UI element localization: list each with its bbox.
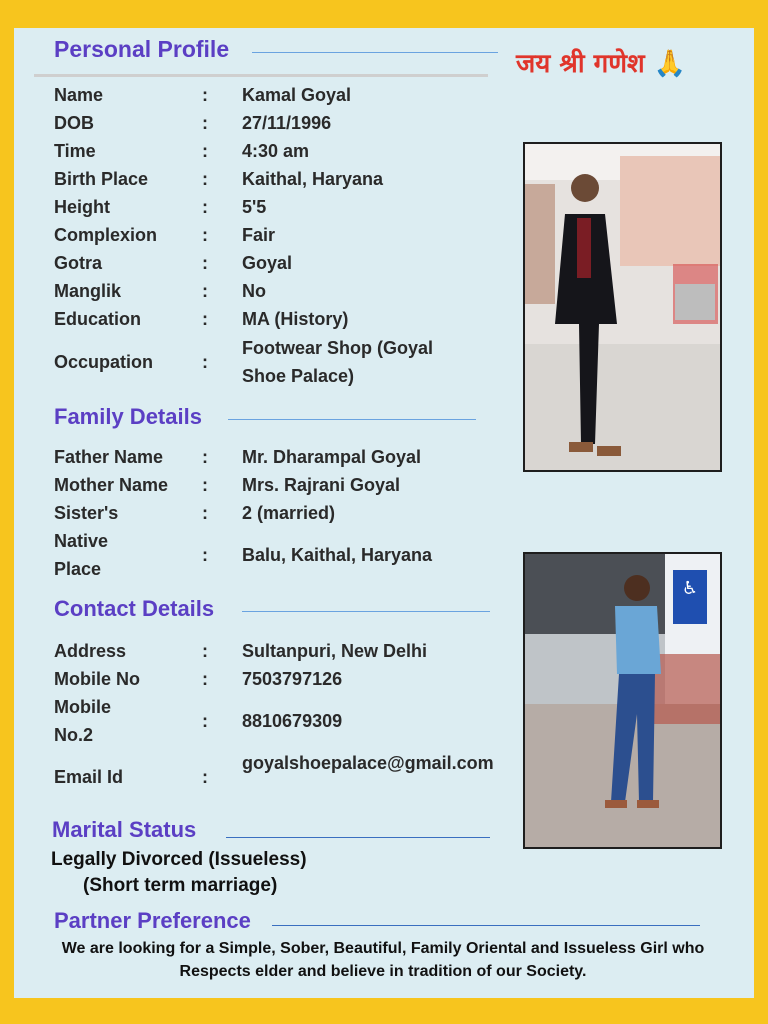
section-divider bbox=[272, 925, 700, 926]
detail-value: 5'5 bbox=[242, 197, 267, 217]
profile-photo-1 bbox=[523, 142, 722, 472]
biodata-sheet bbox=[14, 28, 754, 998]
detail-colon: : bbox=[202, 85, 208, 105]
section-title-contact-details: Contact Details bbox=[54, 596, 215, 621]
detail-value: 27/11/1996 bbox=[242, 113, 332, 133]
section-title-personal-profile: Personal Profile bbox=[54, 36, 230, 62]
section-divider bbox=[228, 419, 476, 420]
detail-value: Fair bbox=[242, 225, 276, 245]
marital-status-line-2: (Short term marriage) bbox=[83, 875, 278, 896]
detail-label: Mother Name bbox=[54, 475, 169, 495]
detail-value: Kamal Goyal bbox=[242, 85, 352, 105]
detail-value: Sultanpuri, New Delhi bbox=[242, 641, 428, 661]
detail-value: No bbox=[242, 281, 266, 301]
detail-colon: : bbox=[202, 503, 208, 523]
detail-label: Native Place bbox=[54, 531, 109, 579]
detail-row-mobile-2 bbox=[54, 693, 524, 749]
detail-colon: : bbox=[202, 225, 208, 245]
detail-label: Height bbox=[54, 197, 110, 217]
partner-preference-text: We are looking for a Simple, Sober, Beautiful, Family Oriental and Issueless Girl who Respects elder and believe in tradition of our Society. bbox=[61, 940, 705, 980]
detail-label: Manglik bbox=[54, 281, 122, 301]
detail-label: Mobile No bbox=[54, 669, 140, 689]
detail-label: Sister's bbox=[54, 503, 119, 523]
detail-colon: : bbox=[202, 141, 208, 161]
detail-colon: : bbox=[202, 352, 208, 372]
header-rule bbox=[34, 74, 488, 77]
detail-value: 2 (married) bbox=[242, 503, 336, 523]
detail-label: Father Name bbox=[54, 447, 164, 467]
detail-value: 8810679309 bbox=[242, 711, 343, 731]
detail-label: Birth Place bbox=[54, 169, 149, 189]
detail-colon: : bbox=[202, 767, 208, 787]
section-title-marital-status: Marital Status bbox=[52, 817, 197, 842]
detail-colon: : bbox=[202, 113, 208, 133]
marital-status-line-1: Legally Divorced (Issueless) bbox=[51, 849, 307, 870]
detail-colon: : bbox=[202, 641, 208, 661]
profile-photo-2-illustration bbox=[525, 554, 720, 847]
section-title-partner-preference: Partner Preference bbox=[54, 908, 251, 933]
detail-row-email bbox=[54, 749, 524, 805]
detail-row-native-place bbox=[54, 527, 524, 583]
detail-label: Gotra bbox=[54, 253, 103, 273]
detail-colon: : bbox=[202, 309, 208, 329]
detail-value: goyalshoepalace@gmail.com bbox=[242, 753, 494, 773]
section-divider bbox=[242, 611, 490, 612]
detail-label: Name bbox=[54, 85, 104, 105]
detail-value: MA (History) bbox=[242, 309, 349, 329]
detail-label: Occupation bbox=[54, 352, 154, 372]
detail-value: Kaithal, Haryana bbox=[242, 169, 384, 189]
detail-colon: : bbox=[202, 475, 208, 495]
detail-label: Email Id bbox=[54, 767, 124, 787]
detail-value: Goyal bbox=[242, 253, 293, 273]
detail-colon: : bbox=[202, 545, 208, 565]
detail-colon: : bbox=[202, 253, 208, 273]
detail-value: Mr. Dharampal Goyal bbox=[242, 447, 422, 467]
profile-photo-2 bbox=[523, 552, 722, 849]
detail-value: 4:30 am bbox=[242, 141, 310, 161]
detail-value: Footwear Shop (Goyal Shoe Palace) bbox=[242, 338, 434, 386]
blessing-text: जय श्री गणेश 🙏 bbox=[516, 49, 687, 79]
detail-value: 7503797126 bbox=[242, 669, 343, 689]
detail-value: Mrs. Rajrani Goyal bbox=[242, 475, 401, 495]
detail-colon: : bbox=[202, 197, 208, 217]
detail-label: Complexion bbox=[54, 225, 158, 245]
detail-colon: : bbox=[202, 711, 208, 731]
detail-label: Time bbox=[54, 141, 96, 161]
svg-text:♿: ♿ bbox=[681, 578, 699, 599]
detail-label: DOB bbox=[54, 113, 94, 133]
detail-label: Education bbox=[54, 309, 142, 329]
section-title-family-details: Family Details bbox=[54, 404, 202, 429]
detail-row-occupation bbox=[54, 334, 524, 390]
detail-colon: : bbox=[202, 169, 208, 189]
detail-value: Balu, Kaithal, Haryana bbox=[242, 545, 433, 565]
detail-colon: : bbox=[202, 281, 208, 301]
section-divider bbox=[226, 837, 490, 838]
detail-label: Mobile No.2 bbox=[54, 697, 111, 745]
detail-colon: : bbox=[202, 669, 208, 689]
section-divider bbox=[252, 52, 498, 53]
profile-photo-1-illustration bbox=[525, 144, 720, 470]
detail-label: Address bbox=[54, 641, 127, 661]
detail-colon: : bbox=[202, 447, 208, 467]
